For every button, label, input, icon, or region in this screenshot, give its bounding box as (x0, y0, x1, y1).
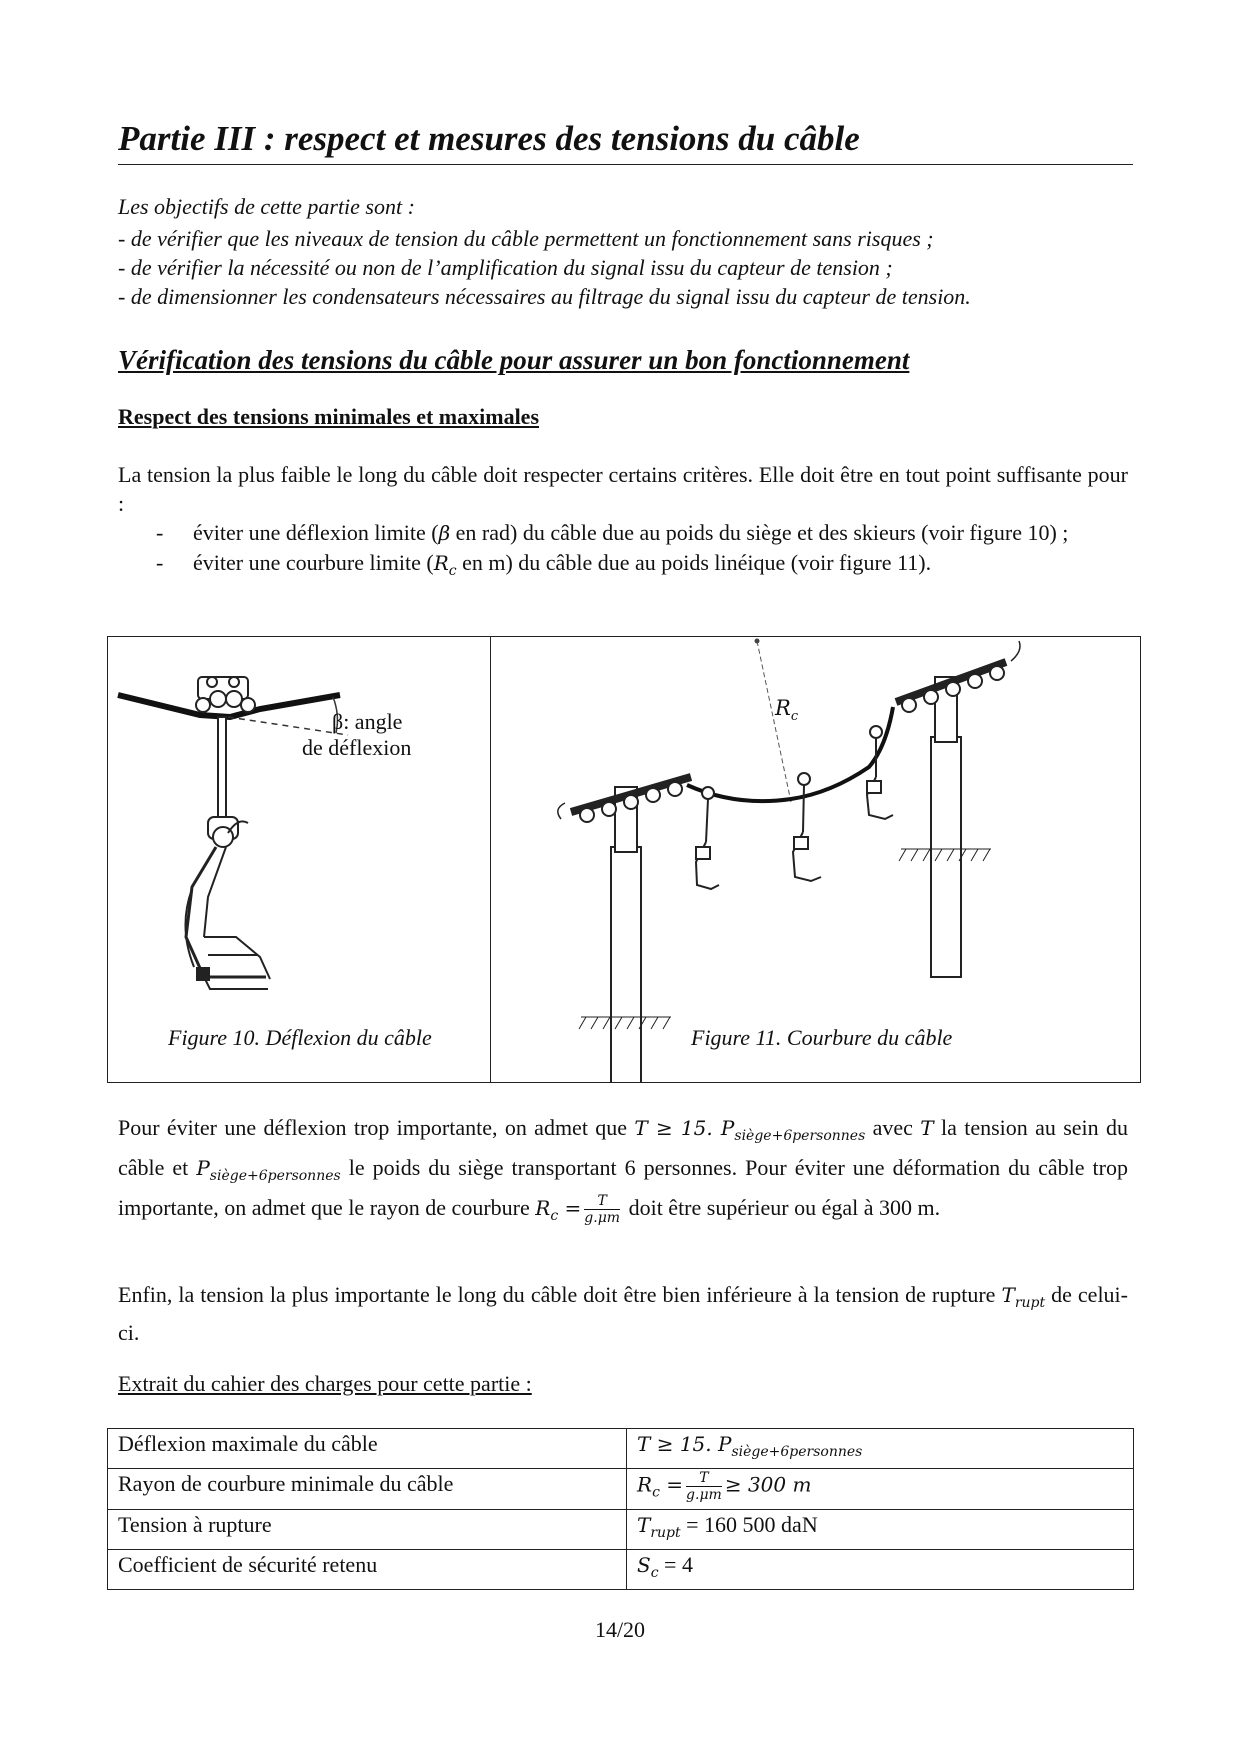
formula-subscript: rupt (1014, 1295, 1046, 1311)
hanging-chair (793, 773, 821, 881)
table-row (108, 1509, 1134, 1549)
beta-symbol: β (438, 521, 451, 545)
page-number: 14/20 (594, 1617, 646, 1642)
objective-item: - de vérifier que les niveaux de tension du câble permettent un fonctionnement sans risques ; (118, 226, 934, 251)
fraction-denominator: g.μm (686, 1487, 722, 1503)
chairlift-deflection-drawing (108, 637, 490, 1082)
bullet-dash: - (156, 550, 164, 575)
formula-subscript: c (652, 1484, 660, 1501)
table-row (108, 1429, 1134, 1469)
figure-11-caption: Figure 11. Courbure du câble (691, 1025, 953, 1050)
formula: = (558, 1196, 582, 1220)
objectives-block (118, 192, 1148, 311)
section-heading: Vérification des tensions du câble pour assurer un bon fonctionnement (118, 345, 910, 375)
formula: T (637, 1512, 651, 1537)
table-cell-value (627, 1549, 1134, 1589)
hanging-chair (867, 726, 893, 819)
beta-label: β: angle (332, 709, 403, 734)
rc-fraction (686, 1471, 722, 1502)
para-text: avec (865, 1115, 921, 1140)
bullet-dash: - (156, 520, 164, 545)
formula: T ≥ 15. P (637, 1432, 732, 1456)
figures-frame (107, 636, 1141, 1083)
page-title: Partie III : respect et mesures des tensions du câble (118, 118, 1133, 165)
table-row (108, 1469, 1134, 1510)
paragraph-rupture (118, 1280, 1128, 1347)
formula-subscript: siège+6personnes (734, 1128, 866, 1144)
chairlift-curvature-drawing (491, 637, 1139, 1082)
objective-item: - de vérifier la nécessité ou non de l’amplification du signal issu du capteur de tension ; (118, 255, 893, 280)
rc-subscript: c (448, 563, 457, 579)
formula: T ≥ 15. P (634, 1116, 735, 1140)
fraction-numerator: T (584, 1194, 620, 1210)
bullet-text: en rad) du câble due au poids du siège et des skieurs (voir figure 10) ; (450, 520, 1069, 545)
formula: P (196, 1156, 210, 1180)
formula-subscript: c (650, 1564, 659, 1581)
table-cell-value (627, 1469, 1134, 1510)
para-text: Enfin, la tension la plus importante le long du câble doit être bien inférieure à la tension de rupture (118, 1282, 1002, 1307)
list-item (118, 548, 1128, 586)
formula-subscript: siège+6personnes (731, 1444, 863, 1460)
table-cell-label: Déflexion maximale du câble (108, 1429, 627, 1469)
para-text: de celui-ci. (118, 1282, 1128, 1345)
deflection-label: de déflexion (302, 735, 412, 760)
formula: T (920, 1116, 934, 1140)
para-text: Pour éviter une déflexion trop importante, on admet que (118, 1115, 635, 1140)
list-item (118, 518, 1128, 548)
formula: T (1001, 1283, 1015, 1307)
subsection-heading: Respect des tensions minimales et maximales (118, 404, 540, 429)
formula: S (637, 1552, 651, 1577)
objective-item: - de dimensionner les condensateurs nécessaires au filtrage du signal issu du capteur de tension. (118, 284, 971, 309)
table-cell-value (627, 1429, 1134, 1469)
table-cell-label: Rayon de courbure minimale du câble (108, 1469, 627, 1510)
figure-10-caption: Figure 10. Déflexion du câble (168, 1025, 432, 1050)
table-cell-label: Tension à rupture (108, 1509, 627, 1549)
formula-subscript: siège+6personnes (209, 1168, 341, 1184)
formula: R (535, 1196, 551, 1220)
bullet-text: en m) du câble due au poids linéique (voir figure 11). (456, 550, 932, 575)
formula: R (637, 1472, 653, 1497)
criteria-list (118, 518, 1128, 586)
paragraph-deflection-criteria (118, 1112, 1128, 1232)
table-cell-value (627, 1509, 1134, 1549)
formula: = 4 (658, 1551, 693, 1577)
rc-fraction (584, 1194, 620, 1225)
formula: = 160 500 daN (680, 1511, 818, 1537)
bullet-text: éviter une déflexion limite ( (193, 520, 439, 545)
paragraph-min-tension: La tension la plus faible le long du câble doit respecter certains critères. Elle doit être en tout point suffisante pour : (118, 462, 1128, 516)
bullet-text: éviter une courbure limite ( (193, 550, 434, 575)
formula: ≥ 300 m (724, 1472, 812, 1497)
fraction-denominator: g.μm (584, 1210, 621, 1227)
table-cell-label: Coefficient de sécurité retenu (108, 1549, 627, 1589)
hanging-chair (696, 787, 719, 889)
rc-symbol: R (433, 551, 449, 575)
table-row (108, 1549, 1134, 1589)
formula-subscript: c (550, 1208, 559, 1224)
specifications-table (107, 1428, 1134, 1590)
para-text: doit être supérieur ou égal à 300 m. (623, 1195, 941, 1220)
formula: = (659, 1472, 684, 1497)
extract-heading: Extrait du cahier des charges pour cette partie : (118, 1371, 532, 1396)
para-text: le poids du siège transportant 6 personnes. Pour éviter une déformation du câble trop importante, on admet que le rayon de courbure (118, 1155, 1128, 1220)
rc-label: $R_c$ (775, 696, 799, 724)
figure-10 (108, 637, 490, 1082)
formula-subscript: rupt (650, 1524, 681, 1541)
fraction-numerator: T (686, 1471, 722, 1487)
para-text: la tension au sein du câble et (118, 1115, 1129, 1180)
figure-11 (491, 637, 1139, 1082)
objectives-lead: Les objectifs de cette partie sont : (118, 194, 415, 219)
